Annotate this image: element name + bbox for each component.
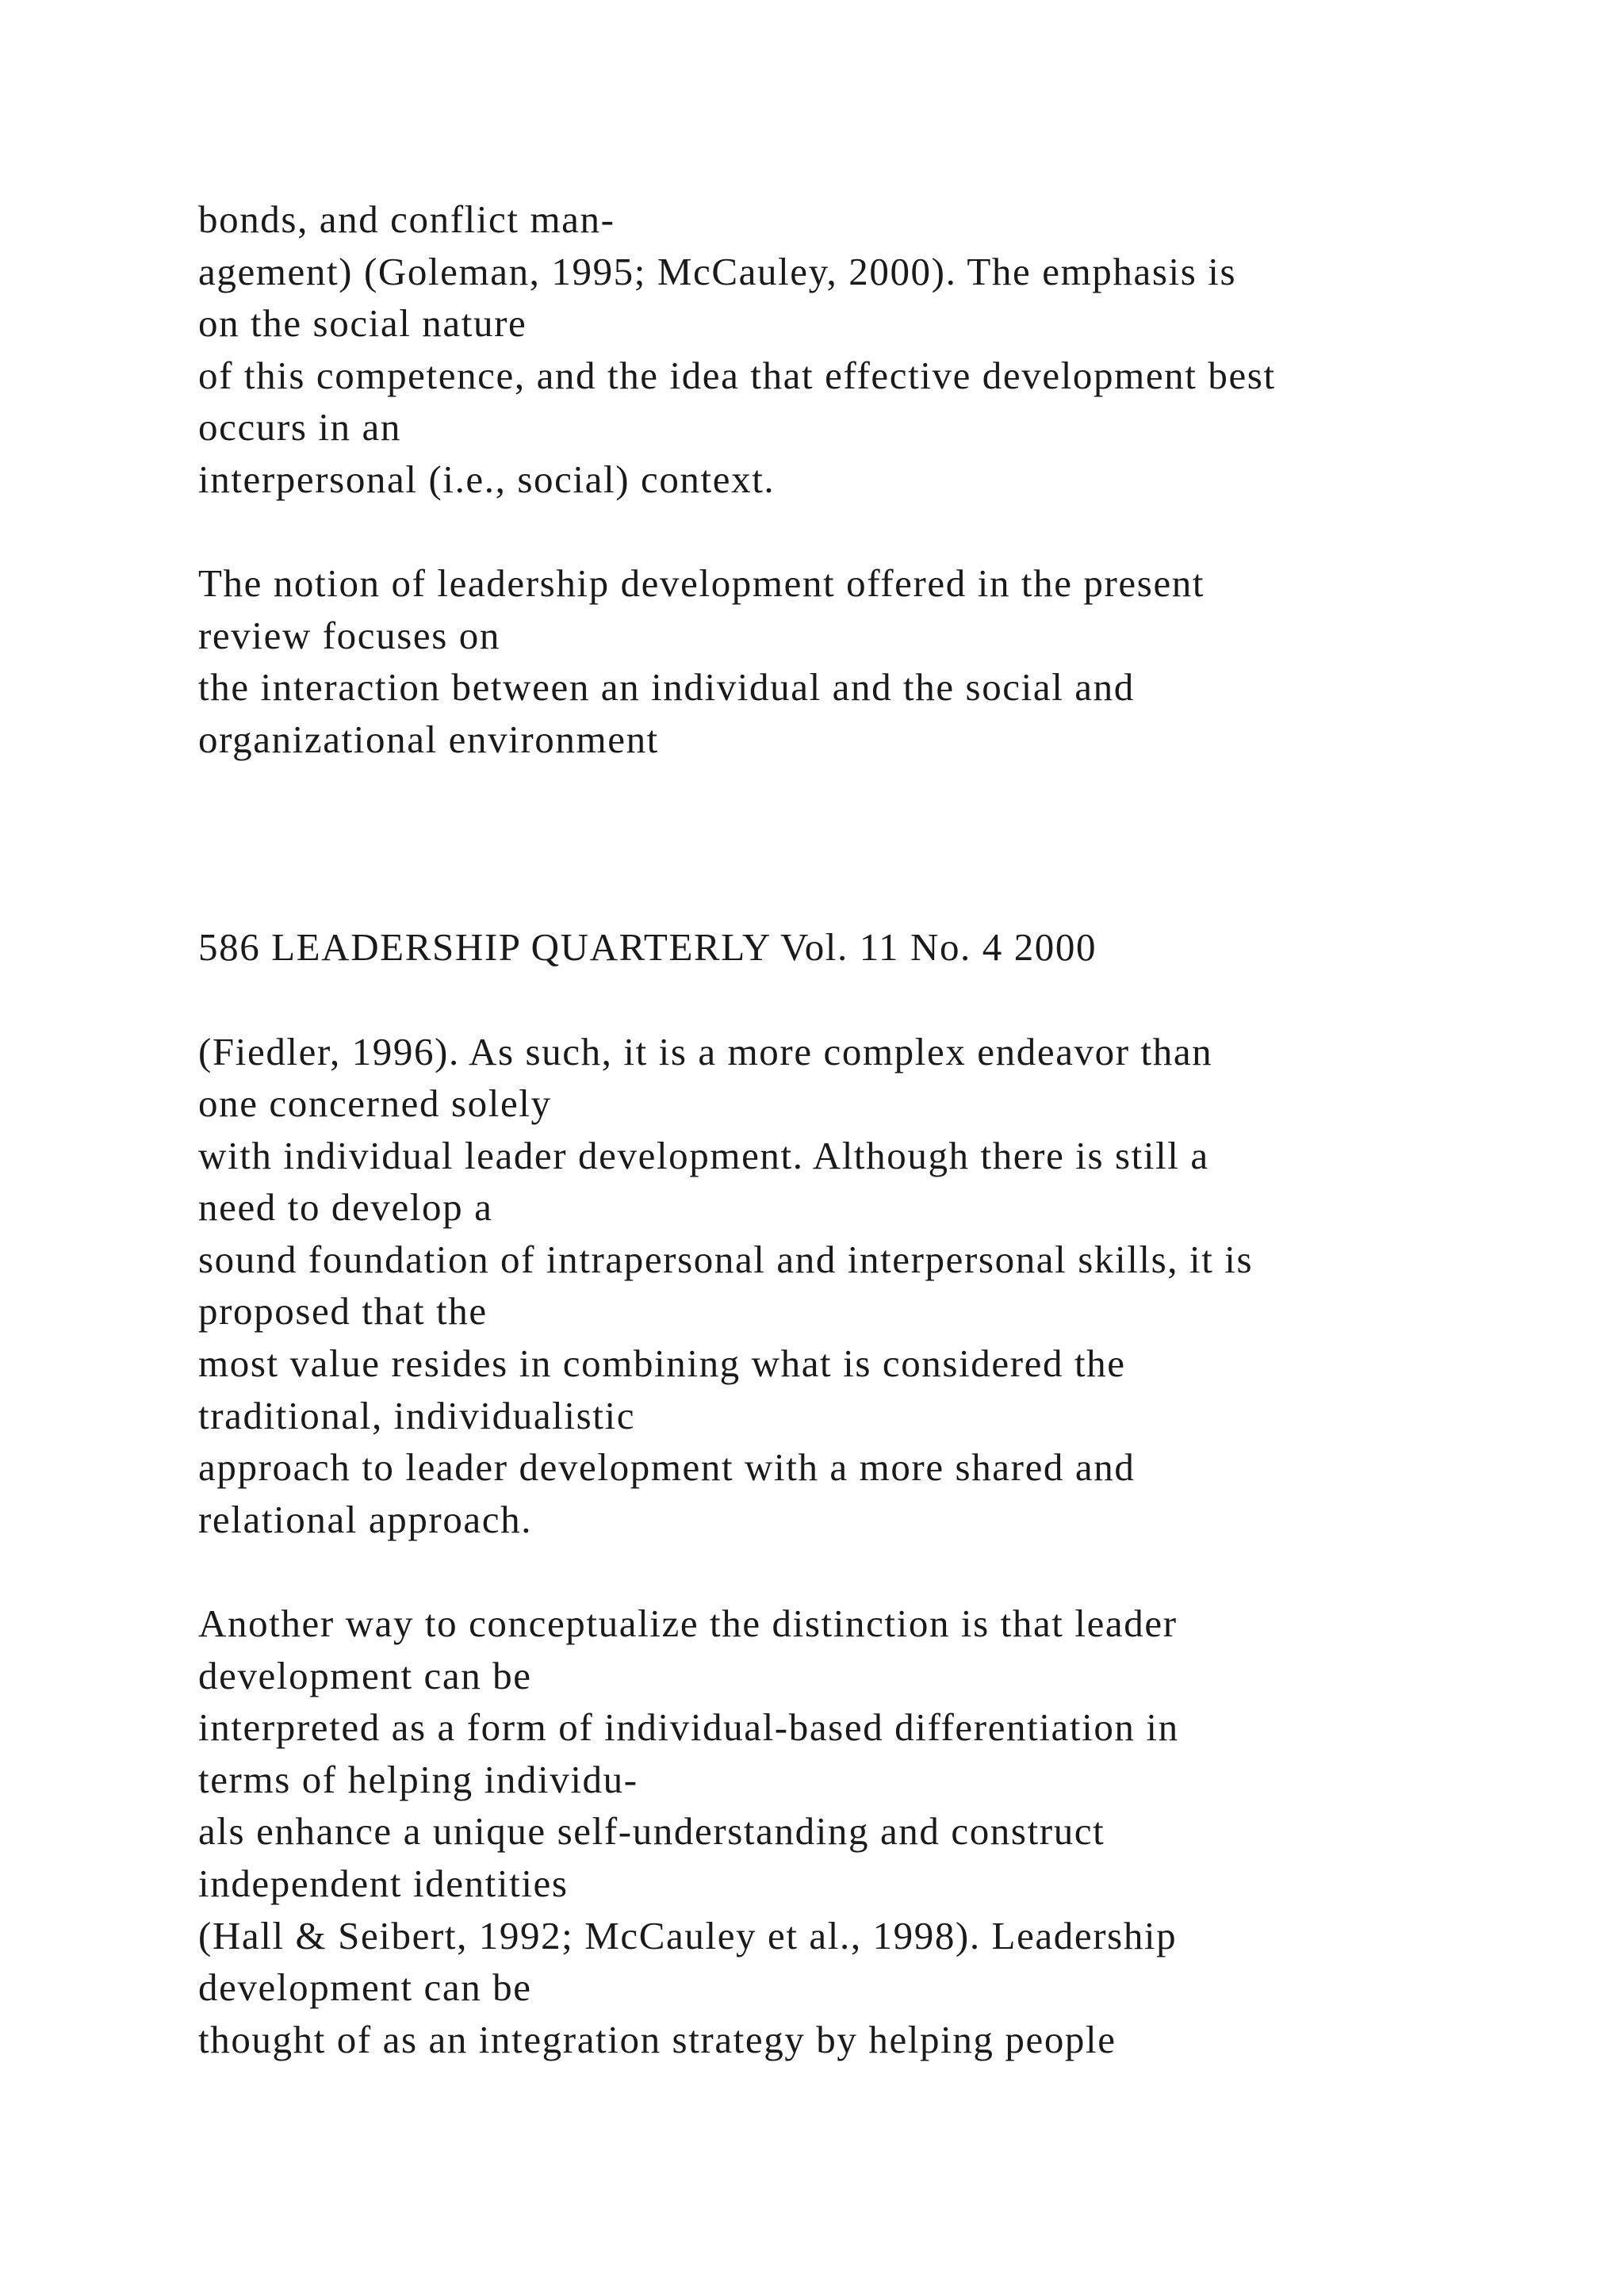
text-line: agement) (Goleman, 1995; McCauley, 2000). The emphasis is bbox=[198, 249, 1237, 293]
text-line: of this competence, and the idea that effective development best bbox=[198, 353, 1276, 397]
text-line: development can be bbox=[198, 1965, 532, 2010]
text-line: the interaction between an individual and the social and bbox=[198, 665, 1135, 710]
text-line: bonds, and conflict man- bbox=[198, 197, 615, 241]
blank-line bbox=[198, 870, 1546, 922]
text-line: proposed that the bbox=[198, 1289, 488, 1334]
text-line: organizational environment bbox=[198, 717, 659, 761]
blank-line bbox=[198, 974, 1546, 1026]
body-text bbox=[198, 193, 1546, 2065]
text-line: occurs in an bbox=[198, 405, 401, 450]
blank-line bbox=[198, 506, 1546, 558]
text-line: The notion of leadership development offered in the present bbox=[198, 561, 1205, 606]
text-line: approach to leader development with a more shared and bbox=[198, 1445, 1136, 1490]
blank-line bbox=[198, 766, 1546, 818]
text-line: Another way to conceptualize the distinction is that leader bbox=[198, 1601, 1178, 1646]
text-line: review focuses on bbox=[198, 613, 500, 657]
text-line: traditional, individualistic bbox=[198, 1393, 636, 1437]
text-line: (Fiedler, 1996). As such, it is a more complex endeavor than bbox=[198, 1029, 1213, 1073]
text-line: interpersonal (i.e., social) context. bbox=[198, 457, 776, 501]
text-line: terms of helping individu- bbox=[198, 1757, 638, 1801]
text-line: need to develop a bbox=[198, 1185, 493, 1230]
text-line: most value resides in combining what is considered the bbox=[198, 1341, 1126, 1386]
text-line: on the social nature bbox=[198, 301, 527, 346]
text-line: als enhance a unique self-understanding and construct bbox=[198, 1809, 1105, 1854]
blank-line bbox=[198, 1545, 1546, 1598]
text-line: with individual leader development. Although there is still a bbox=[198, 1133, 1209, 1177]
blank-line bbox=[198, 817, 1546, 870]
text-line: one concerned solely bbox=[198, 1081, 552, 1126]
running-header: 586 LEADERSHIP QUARTERLY Vol. 11 No. 4 2000 bbox=[198, 925, 1097, 970]
text-line: (Hall & Seibert, 1992; McCauley et al., 1998). Leadership bbox=[198, 1913, 1178, 1957]
text-line: sound foundation of intrapersonal and interpersonal skills, it is bbox=[198, 1237, 1254, 1281]
text-line: thought of as an integration strategy by helping people bbox=[198, 2017, 1116, 2061]
text-line: relational approach. bbox=[198, 1497, 533, 1541]
text-line: independent identities bbox=[198, 1862, 569, 1905]
text-line: interpreted as a form of individual-based differentiation in bbox=[198, 1705, 1179, 1750]
text-line: development can be bbox=[198, 1653, 532, 1697]
